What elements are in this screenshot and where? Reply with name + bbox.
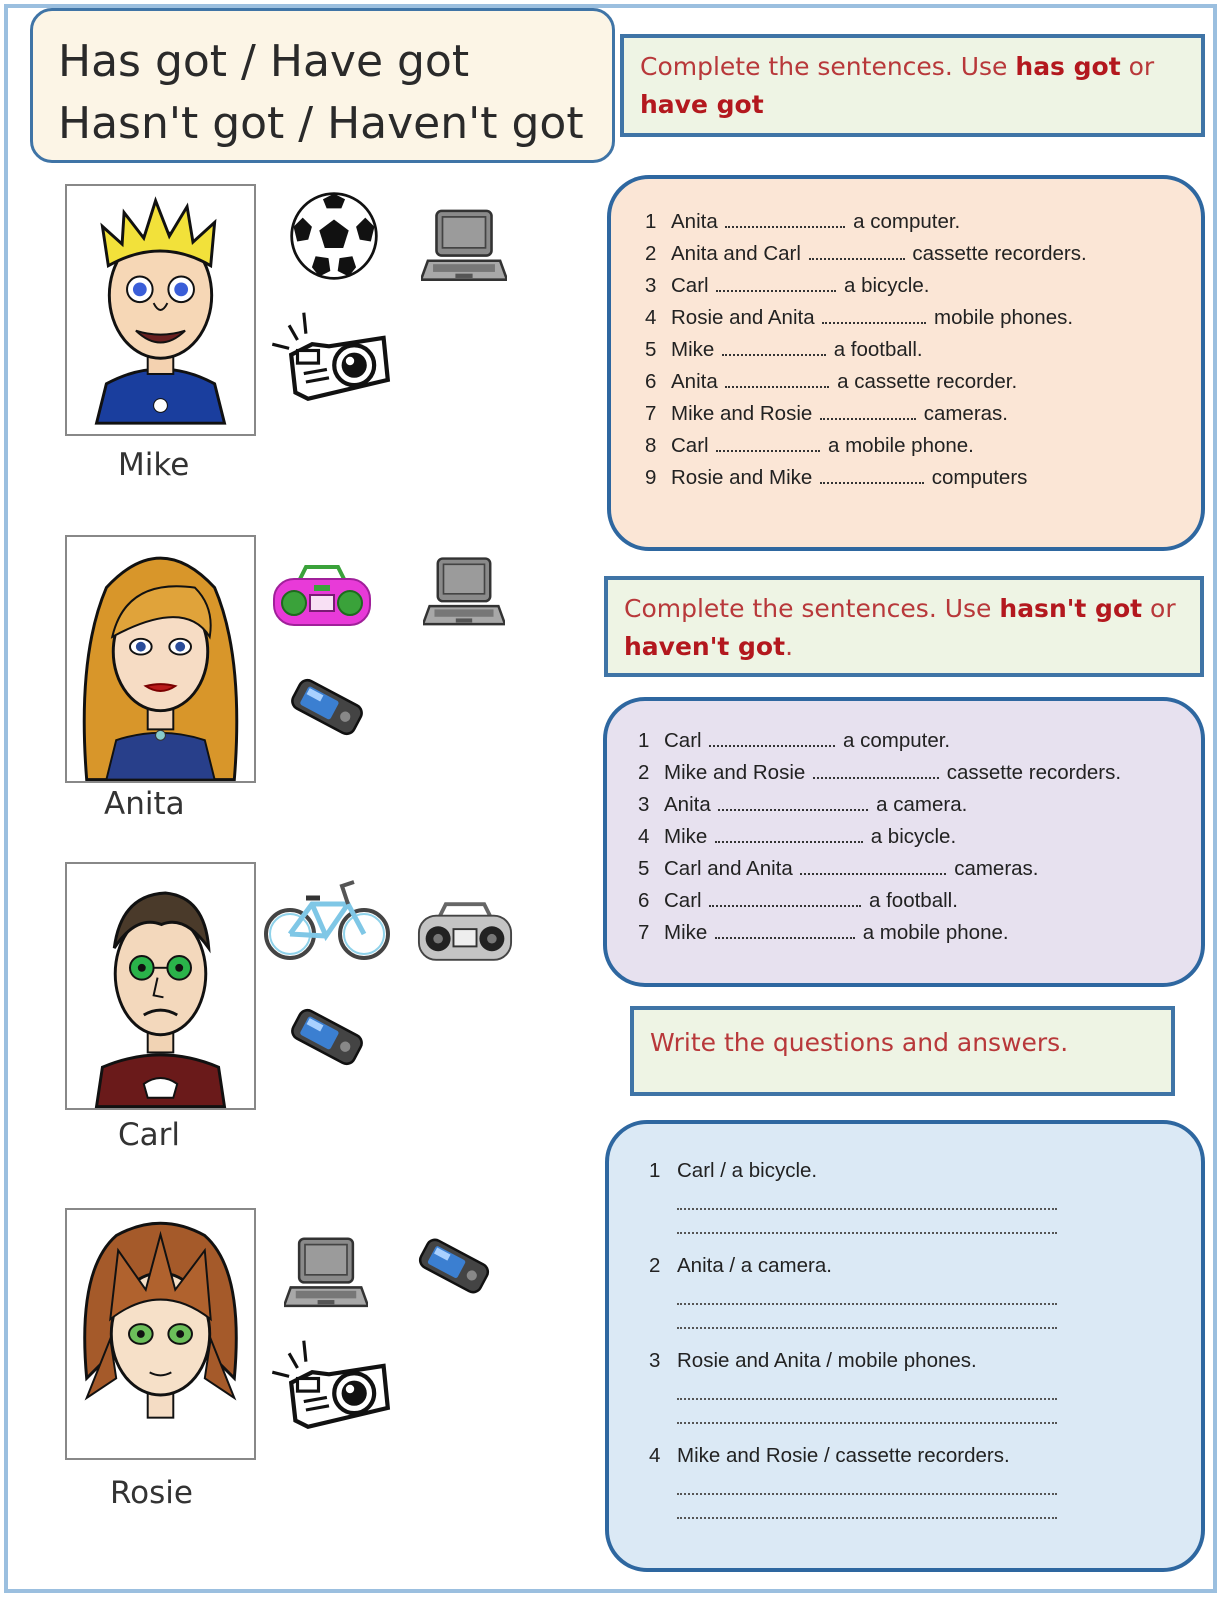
carl-face-icon <box>67 864 254 1108</box>
exercise-item: 8 Carl a mobile phone. <box>645 434 974 457</box>
answer-blank[interactable] <box>813 759 939 779</box>
answer-blank[interactable] <box>715 919 855 939</box>
laptop-icon <box>282 1232 370 1316</box>
person-name-rosie: Rosie <box>110 1475 193 1511</box>
answer-blank[interactable] <box>820 400 916 420</box>
exercise-item: 2 Mike and Rosie cassette recorders. <box>638 761 1122 784</box>
exercise-item: 1 Anita a computer. <box>645 210 961 233</box>
exercise-item: 5 Carl and Anita cameras. <box>638 857 1039 880</box>
exercise-item: 6 Anita a cassette recorder. <box>645 370 1018 393</box>
person-name-anita: Anita <box>104 786 185 822</box>
exercise-2-panel <box>603 697 1205 987</box>
exercise-2-instruction: Complete the sentences. Use hasn't got or haven't got. <box>604 576 1204 677</box>
title-line-1: Has got / Have got <box>58 36 470 87</box>
question-item: 2 Anita / a camera. <box>649 1251 1201 1346</box>
answer-blank[interactable] <box>820 464 924 484</box>
anita-face-icon <box>67 537 254 781</box>
rosie-face-icon <box>67 1210 254 1458</box>
answer-line[interactable] <box>677 1281 1057 1305</box>
question-item: 4 Mike and Rosie / cassette recorders. <box>649 1441 1201 1536</box>
exercise-2-list <box>638 725 1201 949</box>
exercise-item: 3 Carl a bicycle. <box>645 274 930 297</box>
answer-blank[interactable] <box>715 823 863 843</box>
portrait-rosie <box>65 1208 256 1460</box>
answer-blank[interactable] <box>822 304 926 324</box>
camera-icon <box>266 308 392 414</box>
laptop-icon <box>420 204 508 290</box>
answer-blank[interactable] <box>709 887 861 907</box>
portrait-anita <box>65 535 256 783</box>
answer-blank[interactable] <box>709 727 835 747</box>
answer-blank[interactable] <box>716 272 836 292</box>
title-line-2: Hasn't got / Haven't got <box>58 98 584 149</box>
mobile-phone-icon <box>412 1232 496 1300</box>
mike-face-icon <box>67 186 254 434</box>
question-item: 3 Rosie and Anita / mobile phones. <box>649 1346 1201 1441</box>
answer-blank[interactable] <box>809 240 905 260</box>
answer-blank[interactable] <box>800 855 946 875</box>
answer-blank[interactable] <box>722 336 826 356</box>
answer-blank[interactable] <box>725 368 829 388</box>
exercise-item: 7 Mike and Rosie cameras. <box>645 402 1009 425</box>
answer-line[interactable] <box>677 1376 1057 1400</box>
bicycle-icon <box>262 874 392 964</box>
mobile-phone-icon <box>284 672 370 742</box>
exercise-3-instruction: Write the questions and answers. <box>630 1006 1175 1096</box>
exercise-item: 5 Mike a football. <box>645 338 923 361</box>
title-box <box>30 8 615 163</box>
answer-line[interactable] <box>677 1400 1057 1424</box>
portrait-carl <box>65 862 256 1110</box>
exercise-item: 2 Anita and Carl cassette recorders. <box>645 242 1087 265</box>
question-item: 1 Carl / a bicycle. <box>649 1156 1201 1251</box>
cassette-recorder-icon <box>417 898 513 966</box>
exercise-1-instruction: Complete the sentences. Use has got or have got <box>620 34 1205 137</box>
mobile-phone-icon <box>284 1002 370 1072</box>
answer-blank[interactable] <box>716 432 820 452</box>
answer-blank[interactable] <box>718 791 868 811</box>
exercise-item: 9 Rosie and Mike computers <box>645 466 1028 489</box>
exercise-item: 1 Carl a computer. <box>638 729 951 752</box>
answer-line[interactable] <box>677 1495 1057 1519</box>
exercise-item: 3 Anita a camera. <box>638 793 968 816</box>
person-name-mike: Mike <box>118 447 190 483</box>
exercise-item: 4 Mike a bicycle. <box>638 825 957 848</box>
exercise-item: 6 Carl a football. <box>638 889 958 912</box>
exercise-3-list <box>649 1156 1201 1536</box>
answer-line[interactable] <box>677 1210 1057 1234</box>
cassette-recorder-icon <box>272 561 372 631</box>
exercise-item: 4 Rosie and Anita mobile phones. <box>645 306 1074 329</box>
answer-line[interactable] <box>677 1305 1057 1329</box>
exercise-item: 7 Mike a mobile phone. <box>638 921 1009 944</box>
exercise-1-panel <box>607 175 1205 551</box>
exercise-1-list <box>645 206 1201 494</box>
camera-icon <box>266 1336 392 1442</box>
answer-blank[interactable] <box>725 208 845 228</box>
person-name-carl: Carl <box>118 1117 180 1153</box>
answer-line[interactable] <box>677 1186 1057 1210</box>
exercise-3-panel <box>605 1120 1205 1572</box>
answer-line[interactable] <box>677 1471 1057 1495</box>
laptop-icon <box>420 552 508 634</box>
football-icon <box>278 190 390 282</box>
portrait-mike <box>65 184 256 436</box>
